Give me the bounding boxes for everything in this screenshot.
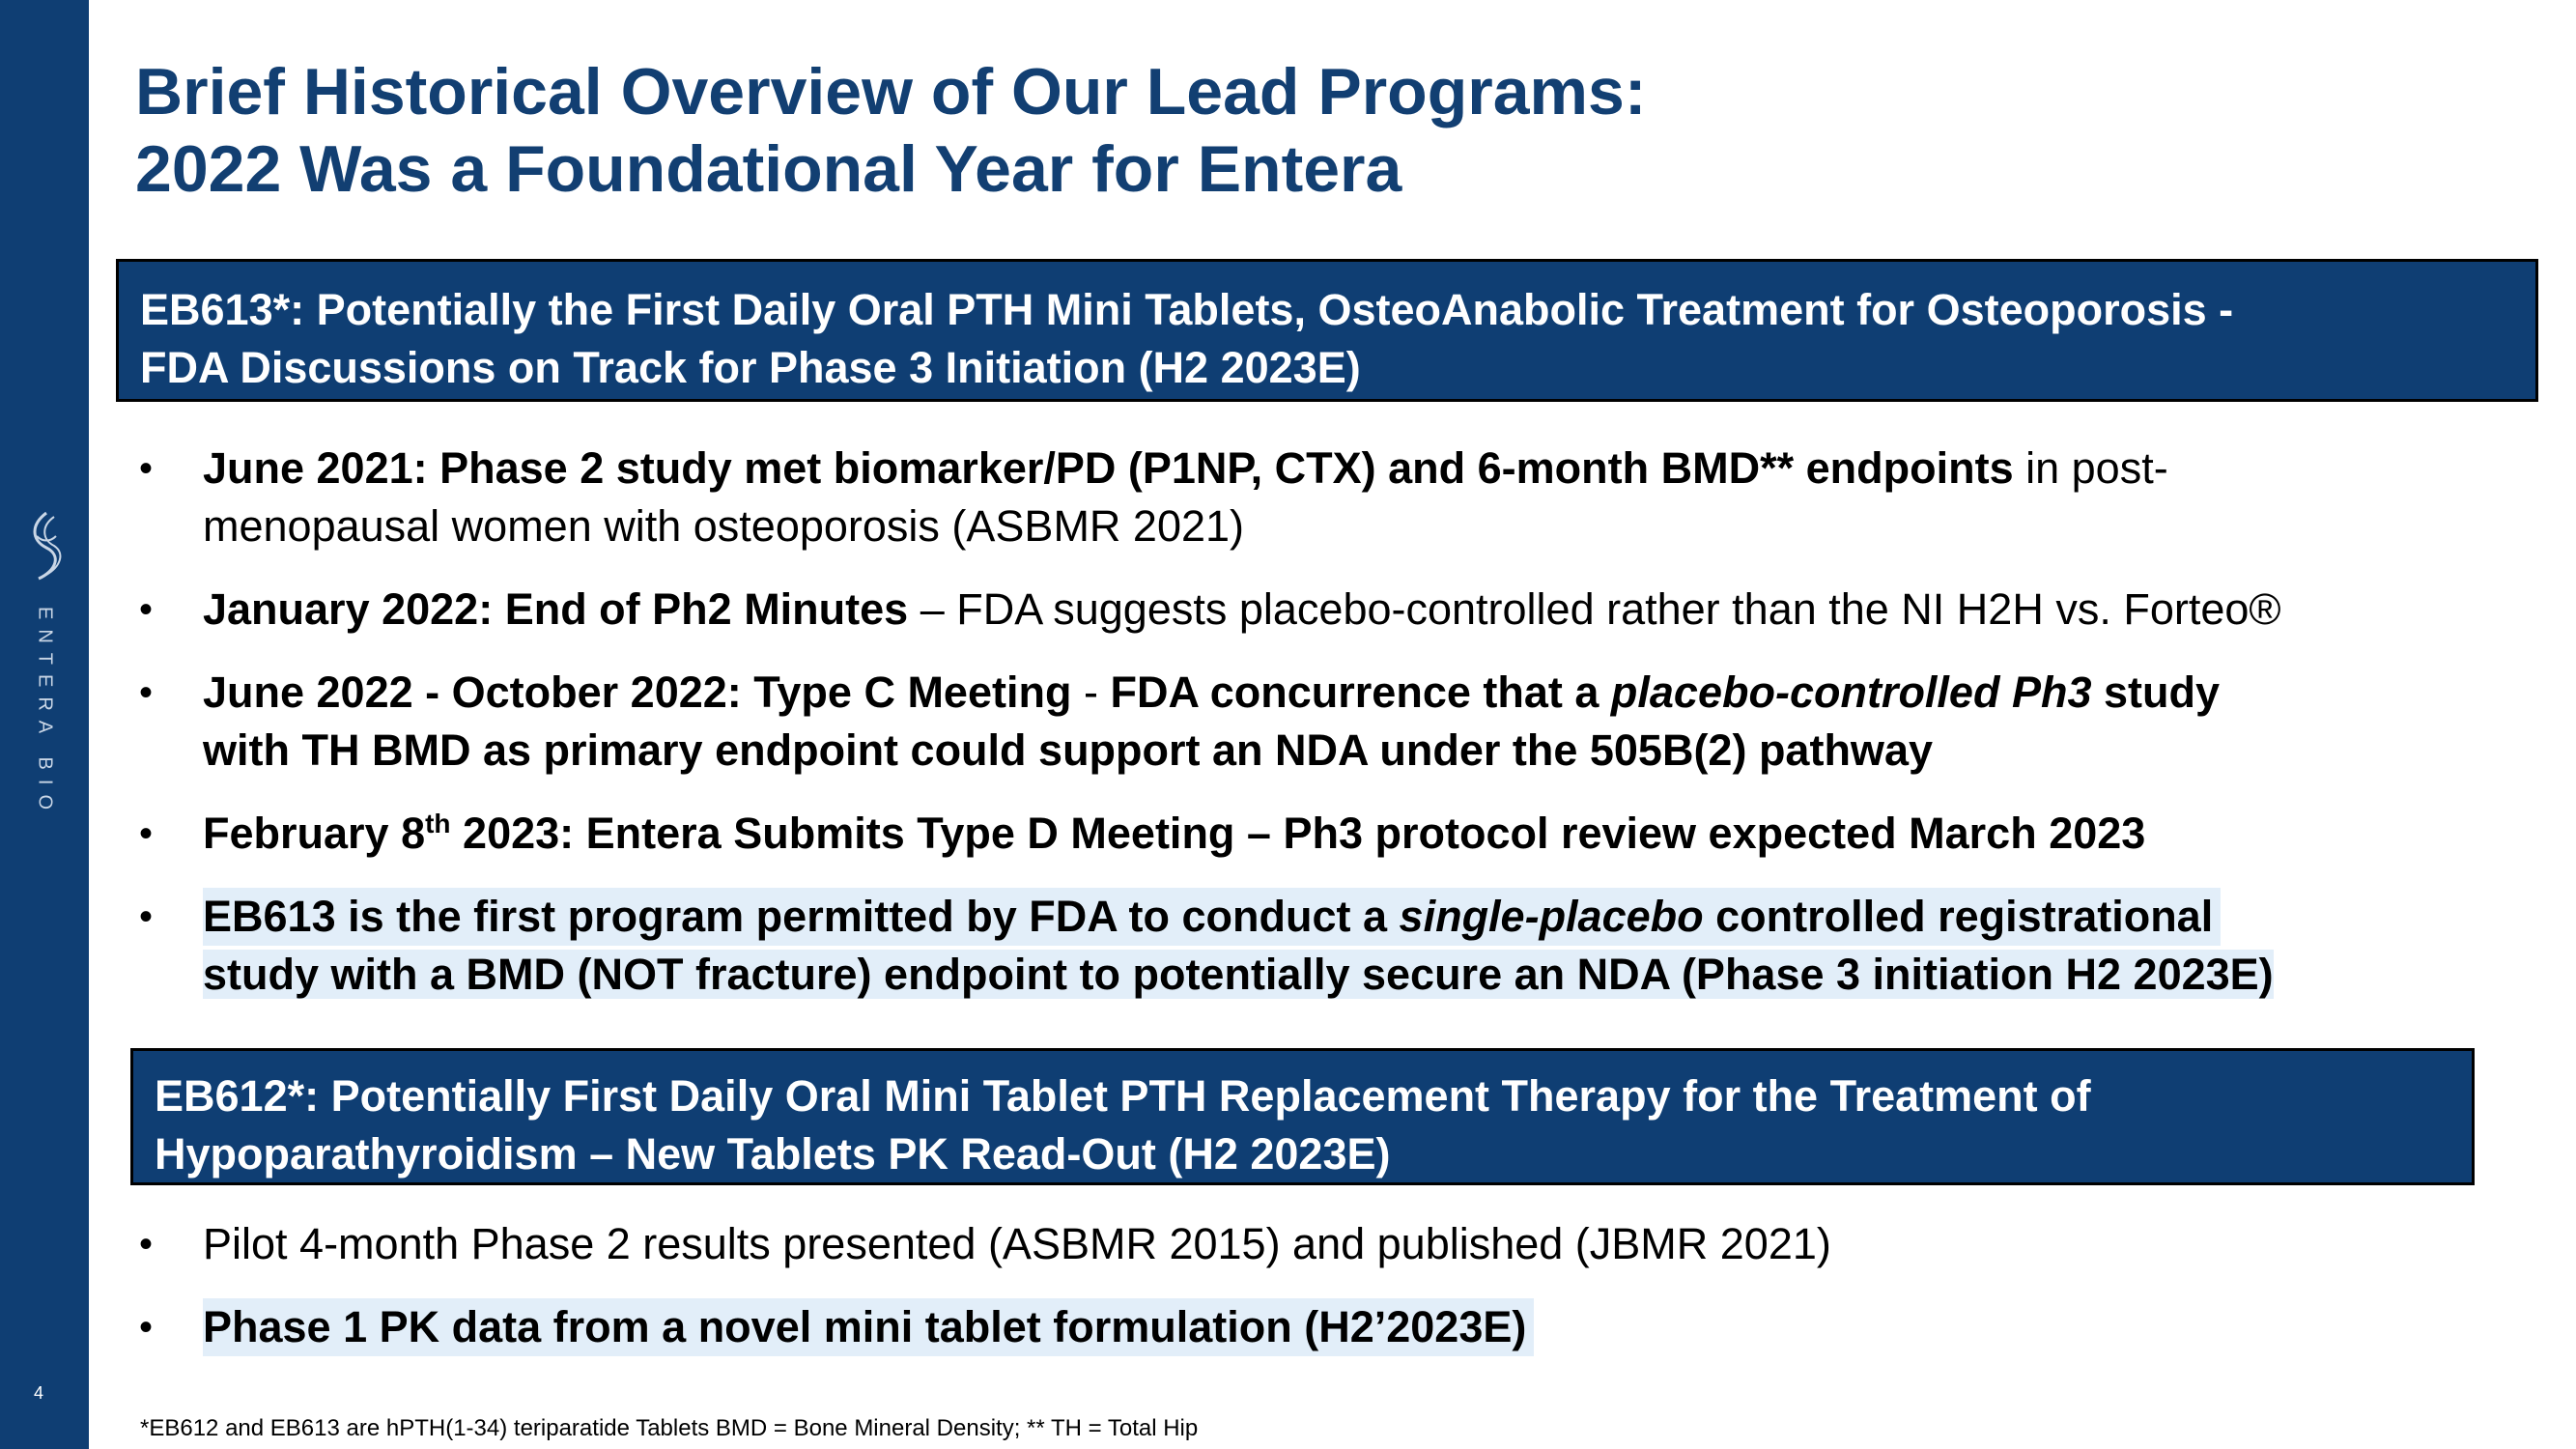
bullet-text: Pilot 4-month Phase 2 results presented (ASBMR 2015) and published (JBMR 2021): [203, 1219, 1831, 1268]
list-item: [135, 1215, 2547, 1273]
list-item: [135, 581, 2547, 639]
bullet-italic-text: single-placebo: [1399, 892, 1704, 941]
eb612-banner: [130, 1048, 2475, 1185]
highlighted-text: [203, 888, 2221, 946]
bullet-bold-text: February 8: [203, 809, 426, 858]
eb612-banner-line-1: EB612*: Potentially First Daily Oral Mini Tablet PTH Replacement Therapy for the Treatment of: [155, 1071, 2091, 1121]
list-item: [135, 440, 2547, 555]
list-item: [135, 1298, 2547, 1356]
list-item: [135, 664, 2547, 780]
title-line-2: 2022 Was a Foundational Year for Entera: [135, 132, 1402, 206]
superscript-text: th: [425, 809, 451, 838]
entera-swirl-logo-icon: [17, 507, 71, 584]
eb613-banner: [116, 259, 2538, 402]
bullet-text: in post-: [2013, 443, 2168, 493]
list-item: [135, 888, 2547, 1004]
page-number: 4: [33, 1383, 43, 1403]
eb613-bullet-list: [135, 440, 2547, 1029]
footnote: *EB612 and EB613 are hPTH(1-34) teriparatide Tablets BMD = Bone Mineral Density; ** TH = Total Hip: [140, 1415, 1199, 1441]
highlighted-text: Phase 1 PK data from a novel mini tablet formulation (H2’2023E): [203, 1298, 1534, 1356]
page-title: [135, 53, 1646, 208]
bullet-bold-text: June 2021: Phase 2 study met biomarker/PD (P1NP, CTX) and 6-month BMD** endpoints: [203, 443, 2014, 493]
bullet-bold-text: FDA concurrence that a: [1110, 668, 1611, 717]
eb613-banner-line-1: EB613*: Potentially the First Daily Oral PTH Mini Tablets, OsteoAnabolic Treatment for Osteoporosis -: [140, 285, 2234, 334]
list-item: [135, 805, 2547, 863]
highlighted-text-line-2: study with a BMD (NOT fracture) endpoint to potentially secure an NDA (Phase 3 initiation H2 2023E): [203, 950, 2274, 999]
eb612-banner-line-2: Hypoparathyroidism – New Tablets PK Read-Out (H2 2023E): [155, 1129, 1391, 1179]
sidebar: [0, 0, 89, 1449]
bullet-bold-text: 2023: Entera Submits Type D Meeting – Ph3 protocol review expected March 2023: [450, 809, 2146, 858]
bullet-bold-text: controlled registrational: [1703, 892, 2214, 941]
bullet-text-line-2: menopausal women with osteoporosis (ASBMR 2021): [203, 501, 1245, 551]
bullet-bold-text: January 2022: End of Ph2 Minutes: [203, 584, 909, 634]
bullet-separator: -: [1071, 668, 1111, 717]
bullet-bold-text: EB613 is the first program permitted by FDA to conduct a: [203, 892, 1400, 941]
brand-name: ENTERA BIO: [34, 606, 56, 820]
title-line-1: Brief Historical Overview of Our Lead Programs:: [135, 55, 1647, 128]
bullet-italic-text: placebo-controlled Ph3: [1610, 668, 2092, 717]
eb612-bullet-list: [135, 1215, 2547, 1381]
bullet-bold-text-line-2: with TH BMD as primary endpoint could support an NDA under the 505B(2) pathway: [203, 725, 1933, 775]
bullet-bold-text: June 2022 - October 2022: Type C Meeting: [203, 668, 1072, 717]
eb613-banner-line-2: FDA Discussions on Track for Phase 3 Initiation (H2 2023E): [140, 343, 1361, 392]
bullet-bold-text: study: [2091, 668, 2221, 717]
bullet-text: – FDA suggests placebo-controlled rather than the NI H2H vs. Forteo®: [908, 584, 2281, 634]
